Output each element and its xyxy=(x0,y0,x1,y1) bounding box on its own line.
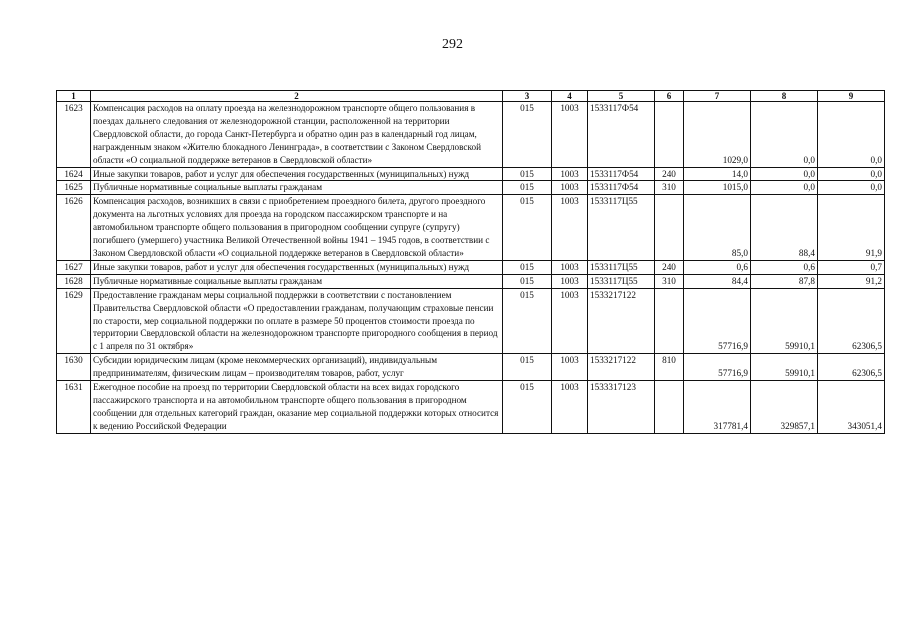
row-value-9: 62306,5 xyxy=(818,354,885,381)
row-expense-type: 240 xyxy=(655,260,684,274)
row-name: Иные закупки товаров, работ и услуг для обеспечения государственных (муниципальных) нужд xyxy=(91,260,503,274)
row-value-8: 329857,1 xyxy=(751,381,818,434)
row-name: Публичные нормативные социальные выплаты гражданам xyxy=(91,181,503,195)
row-number: 1623 xyxy=(57,102,91,168)
page-number: 292 xyxy=(442,37,463,52)
row-value-9: 62306,5 xyxy=(818,288,885,354)
row-section-code: 1003 xyxy=(552,381,588,434)
row-expense-type xyxy=(655,102,684,168)
row-admin-code: 015 xyxy=(503,274,552,288)
table-row xyxy=(57,288,885,354)
row-number: 1625 xyxy=(57,181,91,195)
col-header: 5 xyxy=(588,91,655,102)
table-row xyxy=(57,181,885,195)
row-section-code: 1003 xyxy=(552,181,588,195)
row-target-code: 1533217122 xyxy=(588,288,655,354)
row-expense-type: 310 xyxy=(655,181,684,195)
row-expense-type: 310 xyxy=(655,274,684,288)
row-name: Компенсация расходов, возникших в связи с приобретением проездного билета, другого проездного документа на льготных условиях для проезда на городском пассажирском транспорте и на автомобильном транспорте общего пользования в пригородном сообщении супруге (супругу) погибшего (умершего) участника Великой Отечественной войны 1941 – 1945 годов, в соответствии с Законом Свердловской области «О социальной поддержке ветеранов в Свердловской области» xyxy=(91,195,503,261)
row-expense-type xyxy=(655,288,684,354)
col-header: 4 xyxy=(552,91,588,102)
row-section-code: 1003 xyxy=(552,260,588,274)
row-section-code: 1003 xyxy=(552,167,588,181)
row-name: Субсидии юридическим лицам (кроме некоммерческих организаций), индивидуальным предпринимателям, физическим лицам – производителям товаров, работ, услуг xyxy=(91,354,503,381)
table-row xyxy=(57,354,885,381)
row-name: Публичные нормативные социальные выплаты гражданам xyxy=(91,274,503,288)
row-value-7: 0,6 xyxy=(684,260,751,274)
row-number: 1631 xyxy=(57,381,91,434)
row-target-code: 1533117Ф54 xyxy=(588,181,655,195)
row-number: 1630 xyxy=(57,354,91,381)
row-section-code: 1003 xyxy=(552,354,588,381)
table-row xyxy=(57,260,885,274)
row-expense-type: 810 xyxy=(655,354,684,381)
row-admin-code: 015 xyxy=(503,260,552,274)
row-value-8: 0,0 xyxy=(751,181,818,195)
row-value-8: 87,8 xyxy=(751,274,818,288)
table-row xyxy=(57,381,885,434)
row-number: 1627 xyxy=(57,260,91,274)
row-number: 1629 xyxy=(57,288,91,354)
row-section-code: 1003 xyxy=(552,288,588,354)
row-value-8: 0,0 xyxy=(751,102,818,168)
row-value-7: 84,4 xyxy=(684,274,751,288)
col-header: 2 xyxy=(91,91,503,102)
row-name: Ежегодное пособие на проезд по территории Свердловской области на всех видах городского пассажирского транспорта и на автомобильном транспорте общего пользования в пригородном сообщении для отдельных категорий граждан, оказание мер социальной поддержки которых относится к ведению Российской Федерации xyxy=(91,381,503,434)
row-value-8: 88,4 xyxy=(751,195,818,261)
row-value-7: 317781,4 xyxy=(684,381,751,434)
row-expense-type xyxy=(655,195,684,261)
row-value-7: 14,0 xyxy=(684,167,751,181)
col-header: 7 xyxy=(684,91,751,102)
row-value-7: 85,0 xyxy=(684,195,751,261)
row-number: 1628 xyxy=(57,274,91,288)
col-header: 1 xyxy=(57,91,91,102)
row-name: Иные закупки товаров, работ и услуг для обеспечения государственных (муниципальных) нужд xyxy=(91,167,503,181)
row-admin-code: 015 xyxy=(503,195,552,261)
row-target-code: 1533117Ц55 xyxy=(588,195,655,261)
row-value-7: 1015,0 xyxy=(684,181,751,195)
row-expense-type: 240 xyxy=(655,167,684,181)
row-admin-code: 015 xyxy=(503,181,552,195)
row-number: 1624 xyxy=(57,167,91,181)
row-value-9: 0,0 xyxy=(818,167,885,181)
col-header: 3 xyxy=(503,91,552,102)
row-value-7: 1029,0 xyxy=(684,102,751,168)
row-target-code: 1533117Ф54 xyxy=(588,167,655,181)
row-section-code: 1003 xyxy=(552,274,588,288)
row-name: Компенсация расходов на оплату проезда на железнодорожном транспорте общего пользования в поездах дальнего следования от железнодорожной станции, расположенной на территории Свердловской области, до города Санкт-Петербурга и обратно один раз в календарный год лицам, награжденным знаком «Жителю блокадного Ленинграда», в соответствии с Законом Свердловской области «О социальной поддержке ветеранов в Свердловской области» xyxy=(91,102,503,168)
header-row xyxy=(57,91,885,102)
table-row xyxy=(57,195,885,261)
row-section-code: 1003 xyxy=(552,195,588,261)
row-value-8: 0,6 xyxy=(751,260,818,274)
row-target-code: 1533117Ф54 xyxy=(588,102,655,168)
row-value-8: 0,0 xyxy=(751,167,818,181)
row-target-code: 1533117Ц55 xyxy=(588,274,655,288)
row-section-code: 1003 xyxy=(552,102,588,168)
row-expense-type xyxy=(655,381,684,434)
row-admin-code: 015 xyxy=(503,381,552,434)
row-value-9: 0,7 xyxy=(818,260,885,274)
table-row xyxy=(57,102,885,168)
row-value-8: 59910,1 xyxy=(751,288,818,354)
row-value-7: 57716,9 xyxy=(684,354,751,381)
budget-table xyxy=(56,90,885,434)
row-value-9: 343051,4 xyxy=(818,381,885,434)
row-number: 1626 xyxy=(57,195,91,261)
row-admin-code: 015 xyxy=(503,167,552,181)
table-row xyxy=(57,167,885,181)
row-value-9: 0,0 xyxy=(818,102,885,168)
row-admin-code: 015 xyxy=(503,102,552,168)
table-row xyxy=(57,274,885,288)
row-admin-code: 015 xyxy=(503,354,552,381)
row-value-7: 57716,9 xyxy=(684,288,751,354)
row-value-8: 59910,1 xyxy=(751,354,818,381)
col-header: 9 xyxy=(818,91,885,102)
row-value-9: 91,9 xyxy=(818,195,885,261)
row-value-9: 91,2 xyxy=(818,274,885,288)
row-admin-code: 015 xyxy=(503,288,552,354)
row-target-code: 1533217122 xyxy=(588,354,655,381)
row-target-code: 1533317123 xyxy=(588,381,655,434)
row-name: Предоставление гражданам меры социальной поддержки в соответствии с постановлением Правительства Свердловской области «О предоставлении гражданам, получающим страховые пенсии по старости, мер социальной поддержки по оплате в размере 50 процентов стоимости проезда по территории Свердловской области на железнодорожном транспорте пригородного сообщения в период с 1 апреля по 31 октября» xyxy=(91,288,503,354)
row-target-code: 1533117Ц55 xyxy=(588,260,655,274)
row-value-9: 0,0 xyxy=(818,181,885,195)
col-header: 8 xyxy=(751,91,818,102)
col-header: 6 xyxy=(655,91,684,102)
